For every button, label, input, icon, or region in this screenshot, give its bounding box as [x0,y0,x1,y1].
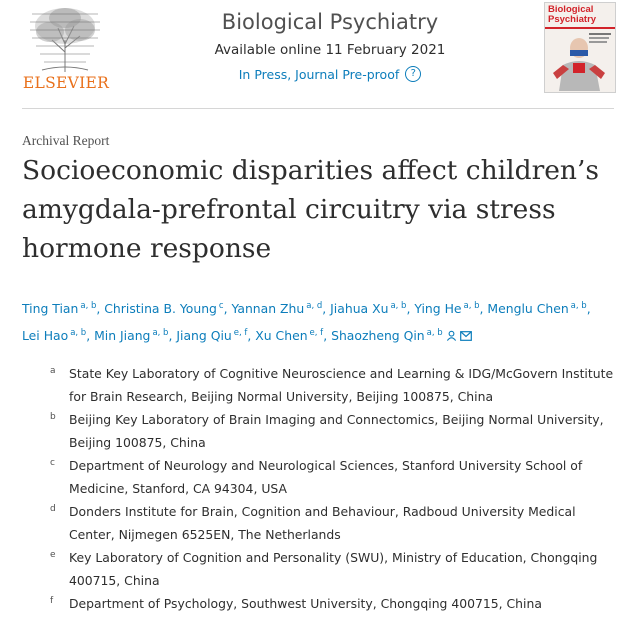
available-online-date: Available online 11 February 2021 [214,42,446,58]
author-link[interactable] [232,301,323,316]
affiliation-label: a [50,366,56,376]
author-separator: , [322,301,331,316]
question-circle-icon[interactable]: ? [405,66,421,82]
article-type: Archival Report [22,133,110,148]
author-name: Ying He [414,301,462,316]
author-separator: , [223,301,232,316]
author-link[interactable] [255,328,323,343]
author-name: Jiang Qiu [176,328,232,343]
author-link[interactable] [94,328,168,343]
author-affiliation-marker: a, b [152,328,169,338]
author-separator: , [168,328,177,343]
author-separator: , [406,301,415,316]
affiliation-text: Key Laboratory of Cognition and Personality (SWU), Ministry of Education, Chongqing 400715, China [69,550,598,588]
person-icon[interactable] [446,330,457,341]
author-separator: , [323,328,332,343]
author-separator: , [479,301,488,316]
author-list [22,294,622,348]
author-separator: , [96,301,105,316]
author-affiliation-marker: a, b [80,301,97,311]
author-affiliation-marker: e, f [233,328,248,338]
affiliation-item [50,500,620,546]
affiliation-label: c [50,458,55,468]
elsevier-logo[interactable] [22,4,108,92]
author-name: Xu Chen [255,328,308,343]
author-link[interactable] [176,328,247,343]
author-link[interactable] [22,301,96,316]
author-separator: , [247,328,256,343]
author-name: Ting Tian [22,301,79,316]
author-separator: , [586,301,591,316]
journal-title[interactable]: Biological Psychiatry [221,10,439,34]
author-link[interactable] [330,301,406,316]
author-name: Lei Hao [22,328,69,343]
author-link[interactable] [22,328,86,343]
affiliation-item [50,546,620,592]
author-name: Min Jiang [94,328,151,343]
author-affiliation-marker: c [218,301,224,311]
affiliation-label: d [50,504,56,514]
affiliation-text: Department of Psychology, Southwest University, Chongqing 400715, China [69,596,542,611]
affiliation-item [50,592,620,615]
author-affiliation-marker: a, b [390,301,407,311]
elsevier-tree-icon [22,4,108,74]
author-name: Jiahua Xu [330,301,389,316]
journal-header [165,10,495,83]
affiliation-label: b [50,412,56,422]
affiliation-text: State Key Laboratory of Cognitive Neuroscience and Learning & IDG/McGovern Institute for Brain Research, Beijing Normal University, Beijing 100875, China [69,366,614,404]
affiliation-text: Beijing Key Laboratory of Brain Imaging and Connectomics, Beijing Normal University, Beijing 100875, China [69,412,604,450]
author-affiliation-marker: a, b [426,328,443,338]
article-title: Socioeconomic disparities affect children’s amygdala-prefrontal circuitry via stress hormone response [22,155,600,264]
affiliation-label: e [50,550,56,560]
author-affiliation-marker: a, b [70,328,87,338]
author-name: Yannan Zhu [231,301,305,316]
author-link[interactable] [331,328,472,343]
affiliation-item [50,362,620,408]
affiliation-text: Donders Institute for Brain, Cognition and Behaviour, Radboud University Medical Center, Nijmegen 6525EN, The Netherlands [69,504,576,542]
elsevier-logo-text: ELSEVIER [22,74,110,92]
affiliation-item [50,454,620,500]
author-name: Christina B. Young [104,301,217,316]
author-link[interactable] [414,301,479,316]
author-name: Menglu Chen [487,301,569,316]
affiliation-text: Department of Neurology and Neurological Sciences, Stanford University School of Medicine, Stanford, CA 94304, USA [69,458,583,496]
in-press-status[interactable] [239,66,422,82]
journal-cover-thumbnail[interactable] [544,2,616,93]
author-affiliation-marker: a, b [570,301,587,311]
author-name: Shaozheng Qin [331,328,425,343]
affiliation-item [50,408,620,454]
author-affiliation-marker: a, b [463,301,480,311]
author-link[interactable] [487,301,586,316]
mail-icon[interactable] [460,331,472,341]
affiliation-list [50,362,620,615]
author-affiliation-marker: e, f [309,328,324,338]
cover-title: Biological Psychiatry [548,4,597,25]
author-link[interactable] [104,301,223,316]
affiliation-label: f [50,596,54,606]
author-affiliation-marker: a, d [306,301,323,311]
header-divider [22,108,614,109]
in-press-link[interactable]: In Press, Journal Pre-proof [238,66,400,82]
author-separator: , [86,328,95,343]
